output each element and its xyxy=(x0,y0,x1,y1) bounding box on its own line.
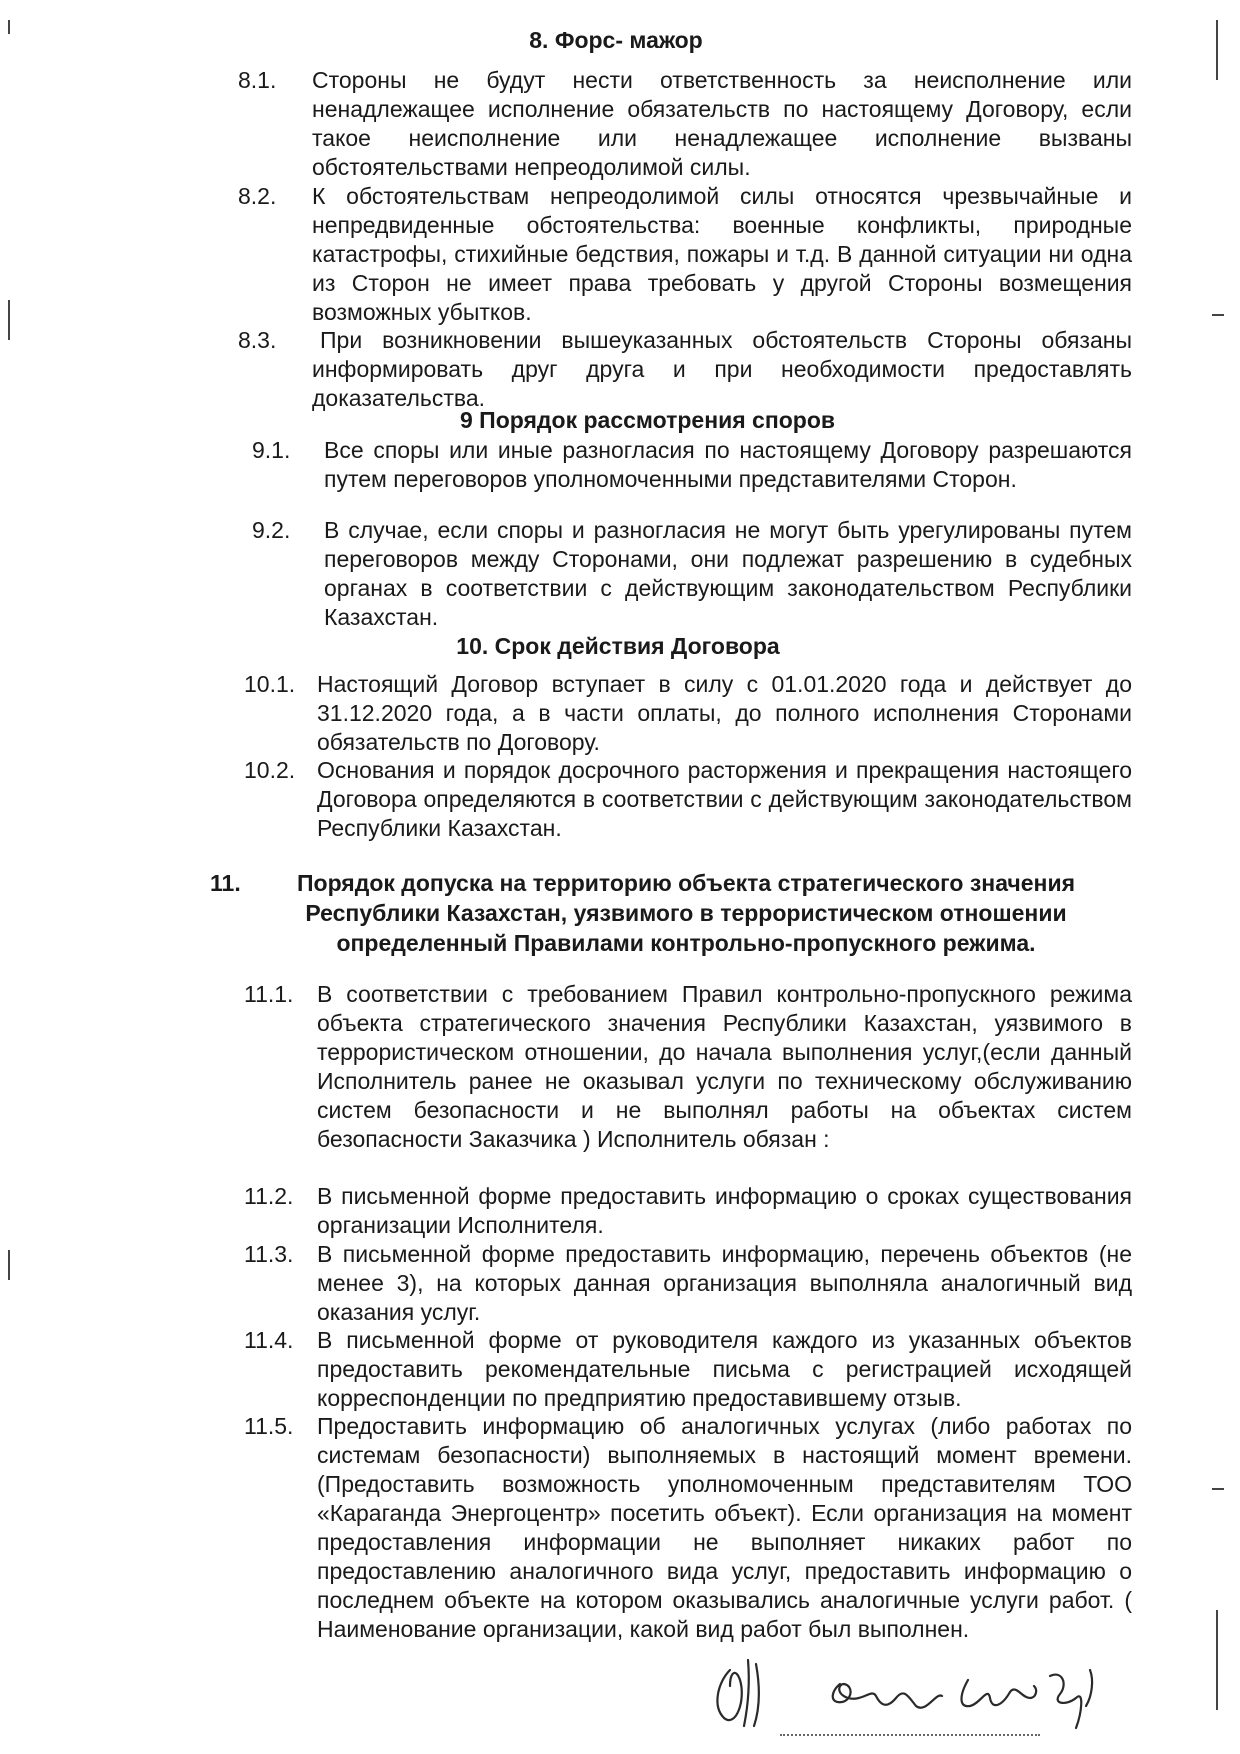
clause-11-4 xyxy=(244,1326,1132,1414)
section-11-heading xyxy=(210,868,1110,958)
clause-text: В случае, если споры и разногласия не могут быть урегулированы путем переговоров между Сторонами, они подлежат разрешению в судебных органах в соответствии с действующим законодательством Республики Казахстан. xyxy=(324,517,1132,630)
clause-text: В письменной форме предоставить информацию о сроках существования организации Исполнителя. xyxy=(317,1183,1132,1238)
clause-number: 10.1. xyxy=(244,671,296,697)
section-10-title: 10. Срок действия Договора xyxy=(456,633,780,659)
scan-edge-mark xyxy=(1212,314,1224,316)
section-9-title: 9 Порядок рассмотрения споров xyxy=(460,407,836,433)
handwritten-signature xyxy=(690,1640,1170,1740)
clause-text: В соответствии с требованием Правил контрольно-пропускного режима объекта стратегического значения Республики Казахстан, уязвимого в террористическом отношении, до начала выполнения услуг,(если данный Исполнитель ранее не оказывал услуги по техническому обслуживанию систем безопасности и не выполнял работы на объектах систем безопасности Заказчика ) Исполнитель обязан : xyxy=(317,981,1132,1152)
clause-text: Основания и порядок досрочного расторжения и прекращения настоящего Договора определяются в соответствии с действующим законодательством Республики Казахстан. xyxy=(317,757,1132,841)
clause-11-2 xyxy=(244,1182,1132,1242)
section-8-title: 8. Форс- мажор xyxy=(529,27,703,53)
clause-text: Предоставить информацию об аналогичных услугах (либо работах по системам безопасности) выполняемых в настоящий момент времени. (Предоставить возможность уполномоченным представителям ТОО «Караганда Энергоцентр» посетить объект). Если организация на момент предоставления информации не выполняет никаких работ по предоставлению аналогичного вида услуг, предоставить информацию о последнем объекте на котором оказывались аналогичные услуги работ. ( Наименование организации, какой вид работ был выполнен. xyxy=(317,1413,1132,1642)
clause-number: 11.3. xyxy=(244,1241,294,1267)
clause-text: В письменной форме предоставить информацию, перечень объектов (не менее 3), на которых данная организация выполняла аналогичный вид оказания услуг. xyxy=(317,1241,1132,1325)
scan-edge-mark xyxy=(8,20,10,34)
clause-8-1 xyxy=(238,66,1132,182)
clause-number: 11.5. xyxy=(244,1413,294,1439)
section-11-number: 11. xyxy=(210,870,241,896)
clause-number: 8.3. xyxy=(238,327,277,353)
clause-9-2 xyxy=(252,516,1132,632)
clause-11-5 xyxy=(244,1412,1132,1644)
clause-10-2 xyxy=(244,756,1132,844)
clause-number: 9.2. xyxy=(252,517,291,543)
scan-edge-mark xyxy=(8,300,10,340)
clause-9-1 xyxy=(252,436,1132,524)
scan-edge-mark xyxy=(1212,1488,1224,1490)
clause-number: 11.1. xyxy=(244,981,294,1007)
clause-number: 8.2. xyxy=(238,183,277,209)
clause-11-1 xyxy=(244,980,1132,1184)
clause-8-3 xyxy=(238,326,1132,414)
clause-number: 11.2. xyxy=(244,1183,294,1209)
signature-dotted-line xyxy=(780,1728,1040,1736)
clause-text: В письменной форме от руководителя каждого из указанных объектов предоставить рекомендательные письма с регистрацией исходящей корреспонденции по предприятию предоставившему отзыв. xyxy=(317,1327,1132,1411)
clause-text: Все споры или иные разногласия по настоящему Договору разрешаются путем переговоров уполномоченными представителями Сторон. xyxy=(324,437,1132,492)
clause-10-1 xyxy=(244,670,1132,758)
clause-number: 8.1. xyxy=(238,67,277,93)
clause-text: К обстоятельствам непреодолимой силы относятся чрезвычайные и непредвиденные обстоятельства: военные конфликты, природные катастрофы, стихийные бедствия, пожары и т.д. В данной ситуации ни одна из Сторон не имеет права требовать у другой Стороны возмещения возможных убытков. xyxy=(312,183,1132,325)
clause-number: 11.4. xyxy=(244,1327,294,1353)
scan-edge-mark xyxy=(1216,1610,1218,1710)
clause-11-3 xyxy=(244,1240,1132,1328)
clause-number: 9.1. xyxy=(252,437,291,463)
clause-text: При возникновении вышеуказанных обстоятельств Стороны обязаны информировать друг друга и при необходимости предоставлять доказательства. xyxy=(312,327,1132,411)
section-11-title: Порядок допуска на территорию объекта стратегического значения Республики Казахстан, уязвимого в террористическом отношении определенный Правилами контрольно-пропускного режима. xyxy=(296,870,1076,956)
clause-text: Настоящий Договор вступает в силу с 01.01.2020 года и действует до 31.12.2020 года, а в части оплаты, до полного исполнения Сторонами обязательств по Договору. xyxy=(317,671,1132,755)
clause-number: 10.2. xyxy=(244,757,296,783)
scan-edge-mark xyxy=(1216,20,1218,80)
scan-edge-mark xyxy=(8,1250,10,1280)
clause-text: Стороны не будут нести ответственность за неисполнение или ненадлежащее исполнение обязательств по настоящему Договору, если такое неисполнение или ненадлежащее исполнение вызваны обстоятельствами непреодолимой силы. xyxy=(312,67,1132,180)
clause-8-2 xyxy=(238,182,1132,328)
